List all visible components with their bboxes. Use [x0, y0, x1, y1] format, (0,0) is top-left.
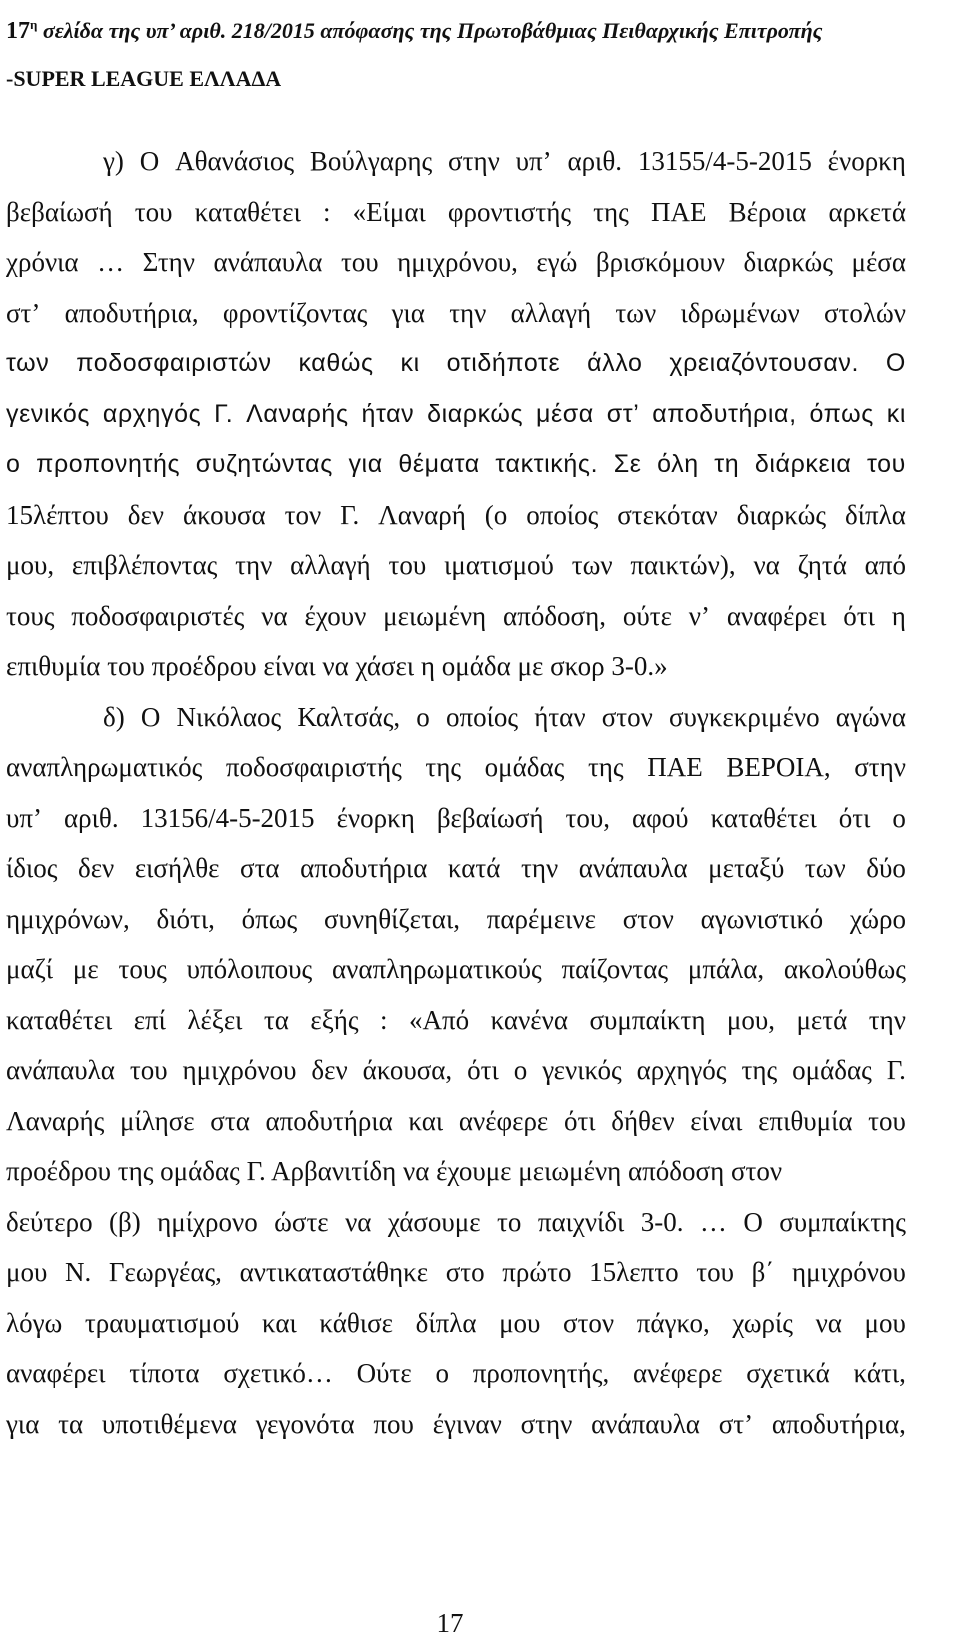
- body-line: [6, 1197, 906, 1248]
- body-word: άκουσα,: [362, 1055, 453, 1085]
- body-word: ότι: [843, 600, 875, 631]
- body-word: υπ’: [515, 146, 552, 176]
- body-word: ίδιος: [6, 853, 58, 883]
- body-line: [6, 540, 906, 591]
- body-word: για: [391, 297, 425, 328]
- body-word: λόγω: [6, 1307, 63, 1338]
- body-word: παικτών),: [630, 550, 736, 580]
- body-word: διάρκεια: [754, 450, 852, 478]
- body-word: ιδρωμένων: [680, 297, 800, 328]
- body-word: της: [593, 196, 629, 227]
- body-word: ο: [435, 1358, 449, 1388]
- body-word: Λαναρής: [246, 399, 349, 428]
- body-word: που: [373, 1408, 414, 1439]
- body-word: γ): [103, 146, 124, 176]
- body-line: [6, 490, 906, 541]
- body-word: των: [804, 853, 846, 883]
- body-word: να: [815, 1307, 842, 1338]
- body-word: κι: [886, 399, 906, 428]
- body-word: την: [235, 550, 273, 580]
- body-word: Βούλγαρης: [309, 146, 433, 176]
- header-title-line1: σελίδα της υπ’ αριθ. 218/2015 απόφασης της Πρωτοβάθμιας Πειθαρχικής Επιτροπής: [42, 18, 823, 43]
- body-word: υπ’: [6, 802, 42, 833]
- body-line: [6, 187, 906, 238]
- body-word: 15λέπτου: [6, 499, 109, 530]
- body-word: αποδυτήρια,: [64, 297, 199, 328]
- body-word: ημιχρόνου,: [397, 247, 518, 277]
- body-word: μίλησε: [120, 1105, 195, 1136]
- body-word: οτιδήποτε: [446, 349, 561, 377]
- body-word: ζητά: [797, 550, 847, 580]
- body-word: αναπληρωματικούς: [332, 954, 542, 984]
- body-word: Νικόλαος: [176, 701, 282, 732]
- body-word: εισήλθε: [134, 853, 220, 883]
- body-word: «Από: [408, 1004, 470, 1035]
- body-word: και: [262, 1307, 297, 1338]
- body-word: ημιχρόνου: [182, 1055, 297, 1085]
- body-word: άλλο: [587, 349, 643, 377]
- body-word: :: [323, 196, 331, 227]
- body-word: πρώτο: [502, 1257, 572, 1287]
- body-word: χάσουμε: [387, 1206, 481, 1237]
- body-line: [6, 995, 906, 1046]
- body-word: υπόλοιπους: [186, 954, 313, 984]
- body-line: [6, 288, 906, 339]
- body-word: για: [348, 450, 383, 478]
- body-word: μέσα: [536, 399, 594, 428]
- body-word: των: [6, 349, 50, 377]
- body-word: ποδοσφαιριστές: [71, 600, 245, 631]
- body-word: ανάπαυλα: [591, 1408, 700, 1439]
- body-word: Ο: [139, 146, 160, 176]
- body-word: στην: [854, 752, 906, 782]
- body-word: του: [868, 1105, 906, 1136]
- body-word: αποδυτήρια,: [771, 1408, 906, 1439]
- body-line: [6, 944, 906, 995]
- body-word: μου: [6, 1257, 48, 1287]
- header-page-sup: η: [30, 17, 38, 32]
- page-header: [6, 4, 956, 100]
- body-word: Στην: [142, 247, 196, 277]
- body-word: ομάδας: [484, 752, 565, 782]
- body-word: 15λεπτο: [589, 1257, 679, 1287]
- body-word: στολών: [823, 297, 906, 328]
- body-word: υποτιθέμενα: [101, 1408, 237, 1439]
- body-word: μου: [864, 1307, 906, 1338]
- body-word: καταθέτει: [6, 1004, 113, 1035]
- body-word: Ο: [885, 349, 906, 377]
- body-word: ποδοσφαιριστής: [225, 752, 402, 782]
- body-word: μου,: [6, 550, 55, 580]
- body-word: ανάπαυλα: [6, 1055, 115, 1085]
- body-word: εγώ: [536, 247, 578, 277]
- body-word: Καλτσάς,: [297, 701, 401, 732]
- body-word: συγκεκριμένο: [668, 701, 820, 732]
- body-word: ένορκη: [336, 802, 415, 833]
- body-word: ποδοσφαιριστών: [76, 349, 272, 377]
- body-word: αλλαγή: [510, 297, 592, 328]
- body-word: Ο: [140, 701, 161, 732]
- body-word: του,: [565, 802, 610, 833]
- header-title-line2: -SUPER LEAGUE ΕΛΛΑΔΑ: [6, 66, 282, 91]
- body-word: μαζί: [6, 954, 54, 984]
- body-word: την: [449, 297, 487, 328]
- body-line: [6, 1247, 906, 1298]
- body-line: [6, 591, 906, 642]
- body-word: ΒΕΡΟΙΑ,: [726, 752, 831, 782]
- body-word: και: [408, 1105, 444, 1136]
- body-line: [6, 843, 906, 894]
- body-line: [6, 338, 906, 389]
- body-word: μέσα: [851, 247, 906, 277]
- body-word: τραυματισμού: [84, 1307, 240, 1338]
- body-word: της: [425, 752, 462, 782]
- body-word: βρισκόμουν: [595, 247, 725, 277]
- body-word: Ν.: [64, 1257, 92, 1287]
- body-word: κάτι,: [853, 1358, 906, 1388]
- body-word: τίποτα: [129, 1358, 200, 1388]
- body-word: στα: [210, 1105, 250, 1136]
- body-word: τους: [118, 954, 167, 984]
- body-word: Αθανάσιος: [175, 146, 295, 176]
- body-line: [6, 692, 906, 743]
- body-word: ο: [416, 701, 430, 732]
- body-word: διαρκώς: [743, 247, 833, 277]
- body-word: στα: [240, 853, 280, 883]
- body-word: να: [345, 1206, 372, 1237]
- body-word: ομάδας: [792, 1055, 872, 1085]
- body-word: (ο: [484, 499, 508, 530]
- body-word: προπονητής: [36, 450, 181, 478]
- body-word: αναπληρωματικός: [6, 752, 203, 782]
- body-line: [6, 1045, 906, 1096]
- body-word: από: [864, 550, 906, 580]
- body-word: επιθυμία: [758, 1105, 853, 1136]
- body-line: [6, 237, 906, 288]
- body-word: του: [388, 550, 427, 580]
- body-word: μου: [499, 1307, 541, 1338]
- body-word: Γ.: [340, 499, 360, 530]
- body-word: στο: [445, 1257, 485, 1287]
- body-word: φροντιστής: [447, 196, 572, 227]
- body-line: προέδρου της ομάδας Γ. Αρβανιτίδη να έχουμε μειωμένη απόδοση στον: [6, 1156, 783, 1186]
- body-line: [6, 439, 906, 490]
- body-word: του: [129, 1055, 168, 1085]
- body-word: αποδυτήρια: [300, 853, 428, 883]
- body-word: καταθέτει: [194, 196, 301, 227]
- body-word: άκουσα: [182, 499, 266, 530]
- body-word: Λαναρής: [6, 1105, 105, 1136]
- body-word: μετά: [796, 1004, 848, 1035]
- body-line: [6, 1096, 906, 1147]
- body-word: Γ.: [214, 399, 234, 428]
- body-word: ο: [6, 450, 21, 478]
- body-word: του: [867, 450, 906, 478]
- body-word: τους: [6, 600, 55, 631]
- body-word: στον: [622, 903, 674, 934]
- body-word: ένορκη: [827, 146, 906, 176]
- body-word: τον: [284, 499, 322, 530]
- body-word: του: [134, 196, 173, 227]
- body-word: ώστε: [274, 1206, 329, 1237]
- body-line: [6, 1298, 906, 1349]
- body-word: δεν: [78, 853, 115, 883]
- body-word: ακολούθως: [783, 954, 906, 984]
- body-word: πάγκο,: [636, 1307, 710, 1338]
- body-word: έχουν: [304, 600, 367, 631]
- body-word: στην: [520, 1408, 573, 1439]
- body-word: μου,: [726, 1004, 775, 1035]
- body-word: Ο: [743, 1206, 763, 1237]
- body-word: στην: [448, 146, 500, 176]
- body-word: ήταν: [361, 399, 415, 428]
- body-word: δίπλα: [845, 499, 906, 530]
- body-word: τα: [58, 1408, 84, 1439]
- body-word: την: [520, 853, 559, 883]
- body-word: δίπλα: [415, 1307, 477, 1338]
- body-word: χώρο: [849, 903, 906, 934]
- body-word: όπως: [241, 903, 298, 934]
- body-word: ΠΑΕ: [650, 196, 707, 227]
- body-word: δεύτερο: [6, 1206, 93, 1237]
- body-word: αποδυτήρια,: [652, 399, 797, 428]
- body-word: …: [97, 247, 125, 277]
- body-word: θέματα: [398, 450, 480, 478]
- body-word: συμπαίκτης: [779, 1206, 906, 1237]
- body-line: [6, 389, 906, 440]
- body-word: ημίχρονο: [157, 1206, 258, 1237]
- body-word: συζητώντας: [195, 450, 333, 478]
- body-word: Βέροια: [728, 196, 807, 227]
- body-word: σχετικά: [746, 1358, 830, 1388]
- body-line: [6, 742, 906, 793]
- body-line: επιθυμία του προέδρου είναι να χάσει η ομάδα με σκορ 3-0.»: [6, 651, 668, 681]
- body-word: αριθ.: [567, 146, 623, 176]
- body-word: μεταξύ: [708, 853, 785, 883]
- body-word: δεν: [311, 1055, 348, 1085]
- body-word: αφού: [631, 802, 689, 833]
- body-word: ανάπαυλα: [213, 247, 323, 277]
- body-word: ημιχρόνου: [791, 1257, 906, 1287]
- body-word: των: [571, 550, 613, 580]
- body-word: αποδυτήρια: [265, 1105, 393, 1136]
- body-word: παρέμεινε: [486, 903, 596, 934]
- body-word: ιματισμού: [444, 550, 554, 580]
- body-line: [6, 136, 906, 187]
- body-word: αρχηγός: [636, 1055, 727, 1085]
- body-word: βεβαίωσή: [6, 196, 113, 227]
- body-word: χρόνια: [6, 247, 79, 277]
- body-word: αναφέρει: [726, 600, 827, 631]
- body-word: ότι: [467, 1055, 499, 1085]
- body-word: διότι,: [156, 903, 215, 934]
- body-word: όπως: [809, 399, 874, 428]
- body-word: λέξει: [187, 1004, 243, 1035]
- body-word: 13155/4-5-2015: [637, 146, 812, 176]
- body-word: συμπαίκτη: [589, 1004, 706, 1035]
- body-word: προπονητής,: [472, 1358, 610, 1388]
- body-word: δεν: [127, 499, 164, 530]
- body-word: καταθέτει: [710, 802, 817, 833]
- body-word: Γεωργέας,: [108, 1257, 222, 1287]
- body-word: αλλαγή: [290, 550, 371, 580]
- body-word: εξής: [310, 1004, 359, 1035]
- body-word: ν’: [688, 600, 710, 631]
- body-word: καθώς: [298, 349, 374, 377]
- body-word: παίζοντας: [561, 954, 669, 984]
- body-word: στ’: [6, 297, 41, 328]
- body-word: να: [753, 550, 780, 580]
- body-word: Λαναρή: [378, 499, 466, 530]
- body-word: μειωμένη: [383, 600, 487, 631]
- body-word: οποίος: [526, 499, 599, 530]
- body-word: Γ.: [886, 1055, 906, 1085]
- body-word: ήταν: [534, 701, 586, 732]
- document-body: [6, 136, 906, 1449]
- body-word: στεκόταν: [617, 499, 718, 530]
- body-word: γενικός: [542, 1055, 622, 1085]
- body-word: τα: [263, 1004, 289, 1035]
- body-word: αριθ.: [64, 802, 119, 833]
- body-word: δύο: [866, 853, 906, 883]
- body-line: [6, 894, 906, 945]
- body-word: ούτε: [622, 600, 672, 631]
- body-word: ανέφερε: [458, 1105, 549, 1136]
- body-word: αρκετά: [828, 196, 906, 227]
- body-word: του: [696, 1257, 734, 1287]
- body-word: οποίος: [445, 701, 519, 732]
- body-word: συνηθίζεται,: [323, 903, 460, 934]
- body-word: του: [340, 247, 379, 277]
- body-word: αρχηγός: [102, 399, 202, 428]
- body-word: «Είμαι: [352, 196, 426, 227]
- body-word: στον: [601, 701, 653, 732]
- body-word: (β): [109, 1206, 141, 1237]
- body-word: 13156/4-5-2015: [140, 802, 315, 833]
- body-word: 3-0.: [640, 1206, 684, 1237]
- body-word: αγωνιστικό: [700, 903, 824, 934]
- body-word: β΄: [751, 1257, 775, 1287]
- body-word: να: [261, 600, 288, 631]
- body-word: ότι: [563, 1105, 596, 1136]
- body-word: τακτικής.: [495, 450, 599, 478]
- body-word: το: [497, 1206, 522, 1237]
- body-word: η: [891, 600, 906, 631]
- body-word: Σε: [613, 450, 642, 478]
- body-word: κάθισε: [319, 1307, 393, 1338]
- body-word: γεγονότα: [255, 1408, 355, 1439]
- body-word: φροντίζοντας: [222, 297, 368, 328]
- body-word: αναφέρει: [6, 1358, 106, 1388]
- body-word: τη: [714, 450, 740, 478]
- body-word: απόδοση,: [503, 600, 606, 631]
- body-word: βεβαίωσή: [436, 802, 544, 833]
- body-word: κατά: [447, 853, 501, 883]
- body-word: γενικός: [6, 399, 91, 428]
- body-line: [6, 793, 906, 844]
- body-word: έγιναν: [432, 1408, 502, 1439]
- body-word: αντικαταστάθηκε: [239, 1257, 429, 1287]
- body-word: την: [868, 1004, 906, 1035]
- body-word: …: [699, 1206, 727, 1237]
- body-word: κι: [400, 349, 420, 377]
- body-word: της: [587, 752, 624, 782]
- header-page-number: 17: [6, 18, 30, 44]
- body-word: χωρίς: [732, 1307, 793, 1338]
- body-word: επί: [133, 1004, 166, 1035]
- body-word: δήθεν: [611, 1105, 675, 1136]
- body-word: μπάλα,: [687, 954, 765, 984]
- body-word: επιβλέποντας: [71, 550, 218, 580]
- body-word: ΠΑΕ: [647, 752, 703, 782]
- body-word: για: [6, 1408, 40, 1439]
- body-word: στ’: [718, 1408, 754, 1439]
- body-word: χρειαζόντουσαν.: [669, 349, 860, 377]
- body-word: :: [380, 1004, 388, 1035]
- body-word: ο: [513, 1055, 528, 1085]
- body-word: των: [615, 297, 657, 328]
- body-word: της: [741, 1055, 778, 1085]
- body-word: αγώνα: [835, 701, 906, 732]
- body-word: όλη: [657, 450, 699, 478]
- body-line: [6, 1348, 906, 1399]
- body-word: ανάπαυλα: [578, 853, 688, 883]
- body-word: παιχνίδι: [537, 1206, 625, 1237]
- body-word: σχετικό…: [223, 1358, 333, 1388]
- body-word: ημιχρόνων,: [6, 903, 130, 934]
- body-word: διαρκώς: [427, 399, 524, 428]
- body-word: στον: [563, 1307, 615, 1338]
- body-word: στ’: [606, 399, 640, 428]
- body-word: ο: [892, 802, 906, 833]
- body-line: [6, 1399, 906, 1450]
- body-word: είναι: [690, 1105, 743, 1136]
- body-word: διαρκώς: [736, 499, 827, 530]
- body-word: κανένα: [490, 1004, 568, 1035]
- body-word: με: [72, 954, 99, 984]
- body-word: δ): [103, 701, 125, 732]
- body-word: Ούτε: [356, 1358, 412, 1388]
- footer-page-number: 17: [436, 1608, 464, 1638]
- body-word: ότι: [838, 802, 871, 833]
- body-word: ανέφερε: [633, 1358, 723, 1388]
